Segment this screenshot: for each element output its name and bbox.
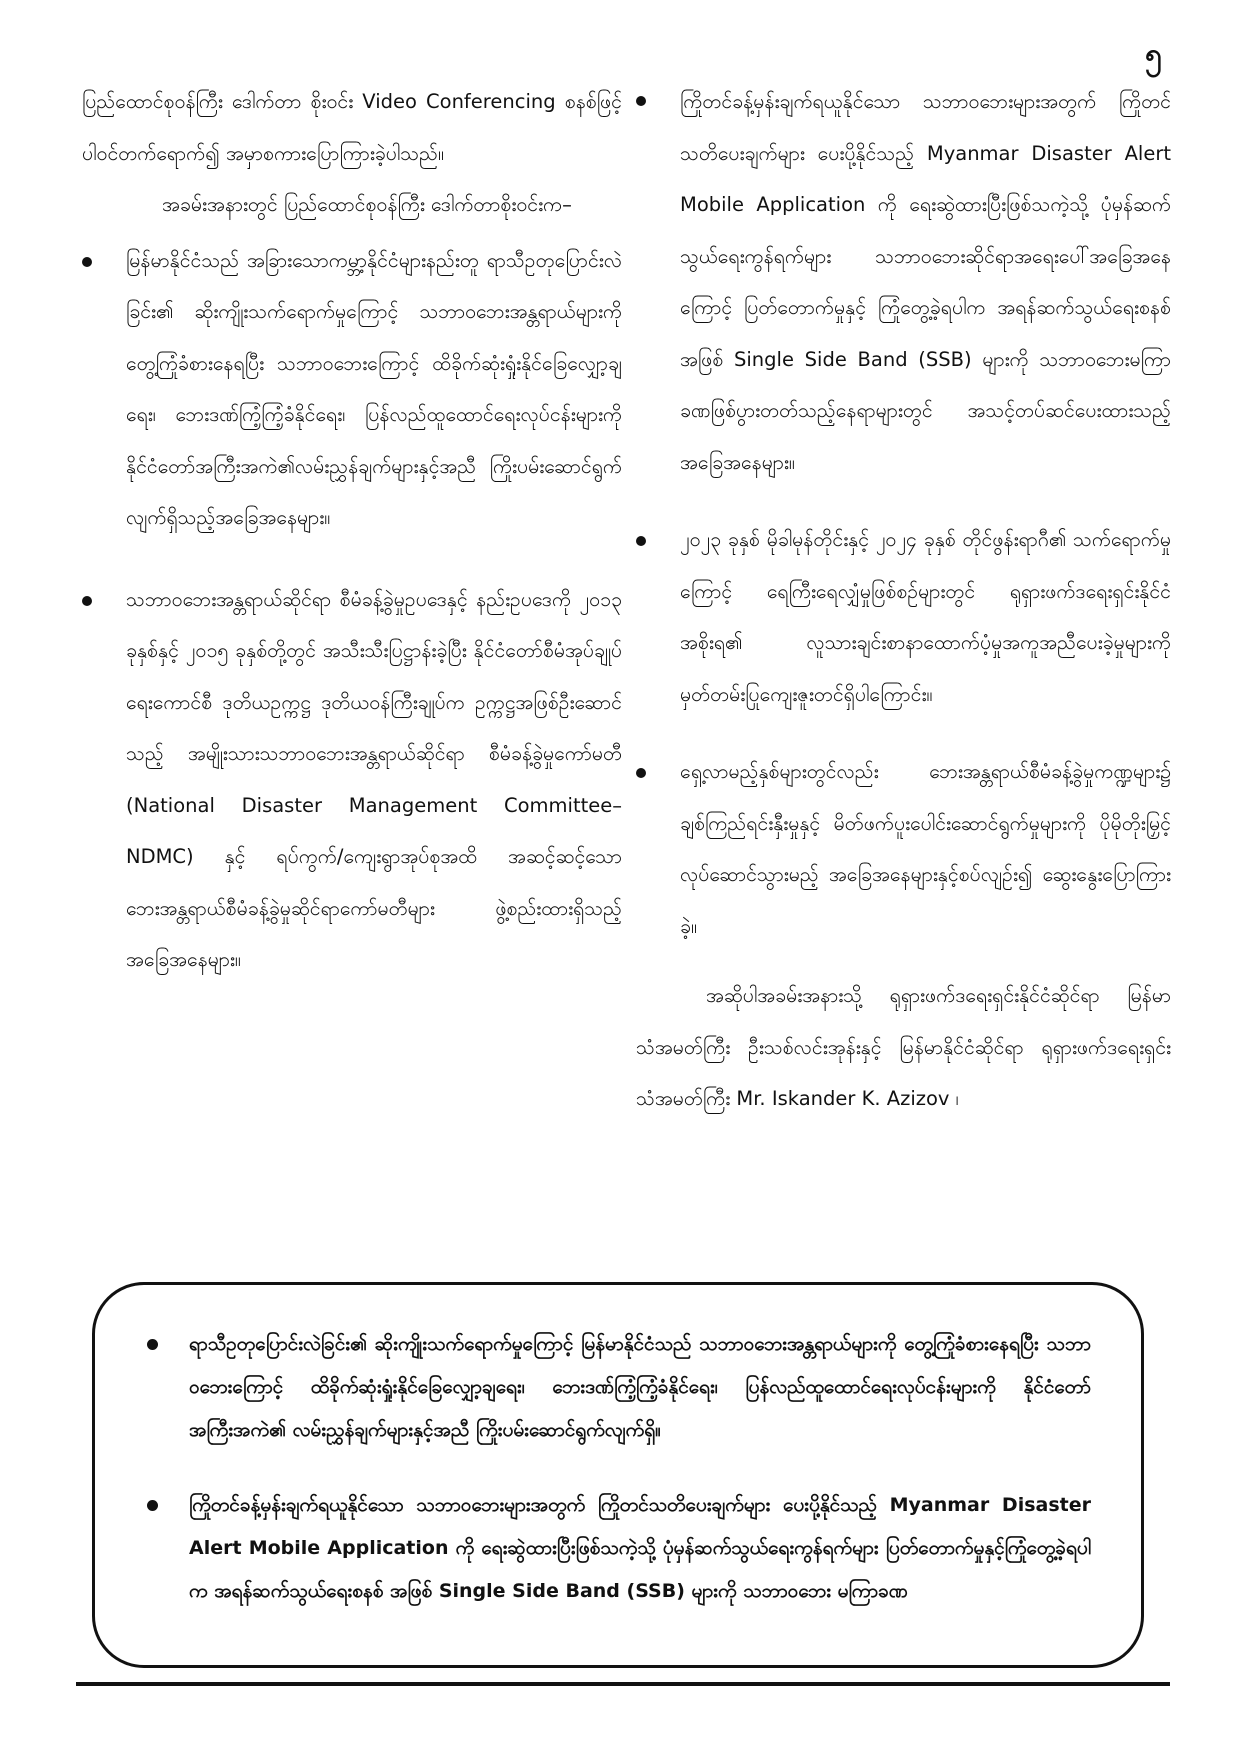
bullet-icon [82, 596, 92, 606]
list-item-text: သဘာဝဘေးအန္တရာယ်ဆိုင်ရာ စီမံခန့်ခွဲမှုဥပဒေနှင့် နည်းဥပဒေကို ၂၀၁၃ ခုနှစ်နှင့် ၂၀၁၅ ခုနှစ်တို့တွင် အသီးသီးပြဋ္ဌာန်းခဲ့ပြီး နိုင်ငံတော်စီမံအုပ်ချုပ်ရေးကောင်စီ ဒုတိယဥက္ကဋ္ဌ ဒုတိယဝန်ကြီးချုပ်က ဥက္ကဋ္ဌအဖြစ်ဦးဆောင်သည့် အမျိုးသားသဘာဝဘေးအန္တရာယ်ဆိုင်ရာ စီမံခန့်ခွဲမှုကော်မတီ (National Disaster Management Committee–NDMC) နှင့် ရပ်ကွက်/ကျေးရွာအုပ်စုအထိ အဆင့်ဆင့်သောဘေးအန္တရာယ်စီမံခန့်ခွဲမှုဆိုင်ရာကော်မတီများ ဖွဲ့စည်းထားရှိသည့်အခြေအနေများ။ [126, 587, 622, 971]
bottom-divider [76, 1682, 1170, 1686]
right-column [636, 76, 1171, 1125]
bullet-icon [147, 1339, 158, 1350]
bullet-icon [636, 536, 646, 546]
right-bullet-list [636, 76, 1171, 952]
speaker-intro-paragraph: အခမ်းအနားတွင် ပြည်ထောင်စုဝန်ကြီး ဒေါက်တာစိုးဝင်းက– [162, 193, 572, 216]
bullet-icon [147, 1500, 158, 1511]
list-item-text: ရှေ့လာမည့်နှစ်များတွင်လည်း ဘေးအန္တရာယ်စီမံခန့်ခွဲမှုကဏ္ဍများ၌ ချစ်ကြည်ရင်းနှီးမှုနှင့် မိတ်ဖက်ပူးပေါင်းဆောင်ရွက်မှုများကို ပိုမိုတိုးမြှင့်လုပ်ဆောင်သွားမည့် အခြေအနေများနှင့်စပ်လျဉ်း၍ ဆွေးနွေးပြောကြားခဲ့။ [680, 760, 1171, 938]
summary-item [143, 1323, 1091, 1452]
summary-item-text: ကြိုတင်ခန့်မှန်းချက်ရယူနိုင်သော သဘာဝဘေးများအတွက် ကြိုတင်သတိပေးချက်များ ပေးပို့နိုင်သည့် Myanmar Disaster Alert Mobile Application ကို ရေးဆွဲထားပြီးဖြစ်သကဲ့သို့ ပုံမှန်ဆက်သွယ်ရေးကွန်ရက်များ ပြတ်တောက်မှုနှင့်ကြုံတွေ့ခဲ့ရပါက အရန်ဆက်သွယ်ရေးစနစ် အဖြစ် Single Side Band (SSB) များကို သဘာဝဘေး မကြာခဏ [189, 1494, 1091, 1602]
list-item [82, 235, 622, 544]
left-bullet-list [82, 235, 622, 986]
left-column [82, 76, 622, 986]
closing-paragraph: အဆိုပါအခမ်းအနားသို့ ရုရှားဖက်ဒရေးရှင်းနိုင်ငံဆိုင်ရာ မြန်မာသံအမတ်ကြီး ဦးသစ်လင်းအုန်းနှင့် မြန်မာနိုင်ငံဆိုင်ရာ ရုရှားဖက်ဒရေးရှင်းသံအမတ်ကြီး Mr. Iskander K. Azizov ၊ [636, 984, 1171, 1110]
summary-item-text: ရာသီဥတုပြောင်းလဲခြင်း၏ ဆိုးကျိုးသက်ရောက်မှုကြောင့် မြန်မာနိုင်ငံသည် သဘာဝဘေးအန္တရာယ်များကို တွေ့ကြုံခံစားနေရပြီး သဘာဝဘေးကြောင့် ထိခိုက်ဆုံးရှုံးနိုင်ခြေလျှော့ချရေး၊ ဘေးဒဏ်ကြံ့ကြံ့ခံနိုင်ရေး၊ ပြန်လည်ထူထောင်ရေးလုပ်ငန်းများကို နိုင်ငံတော်အကြီးအကဲ၏ လမ်းညွှန်ချက်များနှင့်အညီ ကြိုးပမ်းဆောင်ရွက်လျက်ရှိ။ [189, 1333, 1091, 1441]
intro-paragraph: ပြည်ထောင်စုဝန်ကြီး ဒေါက်တာ စိုးဝင်း Video Conferencing စနစ်ဖြင့် ပါဝင်တက်ရောက်၍ အမှာစကားပြောကြားခဲ့ပါသည်။ [82, 90, 622, 165]
summary-item [143, 1484, 1091, 1613]
list-item-text: ကြိုတင်ခန့်မှန်းချက်ရယူနိုင်သော သဘာဝဘေးများအတွက် ကြိုတင်သတိပေးချက်များ ပေးပို့နိုင်သည့် Myanmar Disaster Alert Mobile Application ကို ရေးဆွဲထားပြီးဖြစ်သကဲ့သို့ ပုံမှန်ဆက်သွယ်ရေးကွန်ရက်များ သဘာဝဘေးဆိုင်ရာအရေးပေါ်အခြေအနေကြောင့် ပြတ်တောက်မှုနှင့် ကြုံတွေ့ခဲ့ရပါက အရန်ဆက်သွယ်ရေးစနစ်အဖြစ် Single Side Band (SSB) များကို သဘာဝဘေးမကြာခဏဖြစ်ပွားတတ်သည့်နေရာများတွင် အသင့်တပ်ဆင်ပေးထားသည့်အခြေအနေများ။ [680, 90, 1171, 474]
list-item [636, 746, 1171, 952]
page-number: ၅ [1145, 37, 1162, 72]
list-item-text: မြန်မာနိုင်ငံသည် အခြားသောကမ္ဘာ့နိုင်ငံများနည်းတူ ရာသီဥတုပြောင်းလဲခြင်း၏ ဆိုးကျိုးသက်ရောက်မှုကြောင့် သဘာဝဘေးအန္တရာယ်များကို တွေ့ကြုံခံစားနေရပြီး သဘာဝဘေးကြောင့် ထိခိုက်ဆုံးရှုံးနိုင်ခြေလျှော့ချရေး၊ ဘေးဒဏ်ကြံ့ကြံ့ခံနိုင်ရေး၊ ပြန်လည်ထူထောင်ရေးလုပ်ငန်းများကို နိုင်ငံတော်အကြီးအကဲ၏လမ်းညွှန်ချက်များနှင့်အညီ ကြိုးပမ်းဆောင်ရွက်လျက်ရှိသည့်အခြေအနေများ။ [126, 248, 622, 529]
summary-list [143, 1323, 1091, 1613]
list-item [82, 574, 622, 986]
bullet-icon [636, 768, 646, 778]
list-item [636, 76, 1171, 488]
summary-box [92, 1282, 1144, 1668]
list-item [636, 514, 1171, 720]
bullet-icon [82, 257, 92, 267]
bullet-icon [636, 96, 646, 106]
list-item-text: ၂၀၂၃ ခုနှစ် မိုခါမုန်တိုင်းနှင့် ၂၀၂၄ ခုနှစ် တိုင်ဖွန်းရာဂီ၏ သက်ရောက်မှုကြောင့် ရေကြီးရေလျှံမှုဖြစ်စဉ်များတွင် ရုရှားဖက်ဒရေးရှင်းနိုင်ငံအစိုးရ၏ လူသားချင်းစာနာထောက်ပံ့မှုအကူအညီပေးခဲ့မှုများကို မှတ်တမ်းပြုကျေးဇူးတင်ရှိပါကြောင်း။ [680, 528, 1171, 706]
